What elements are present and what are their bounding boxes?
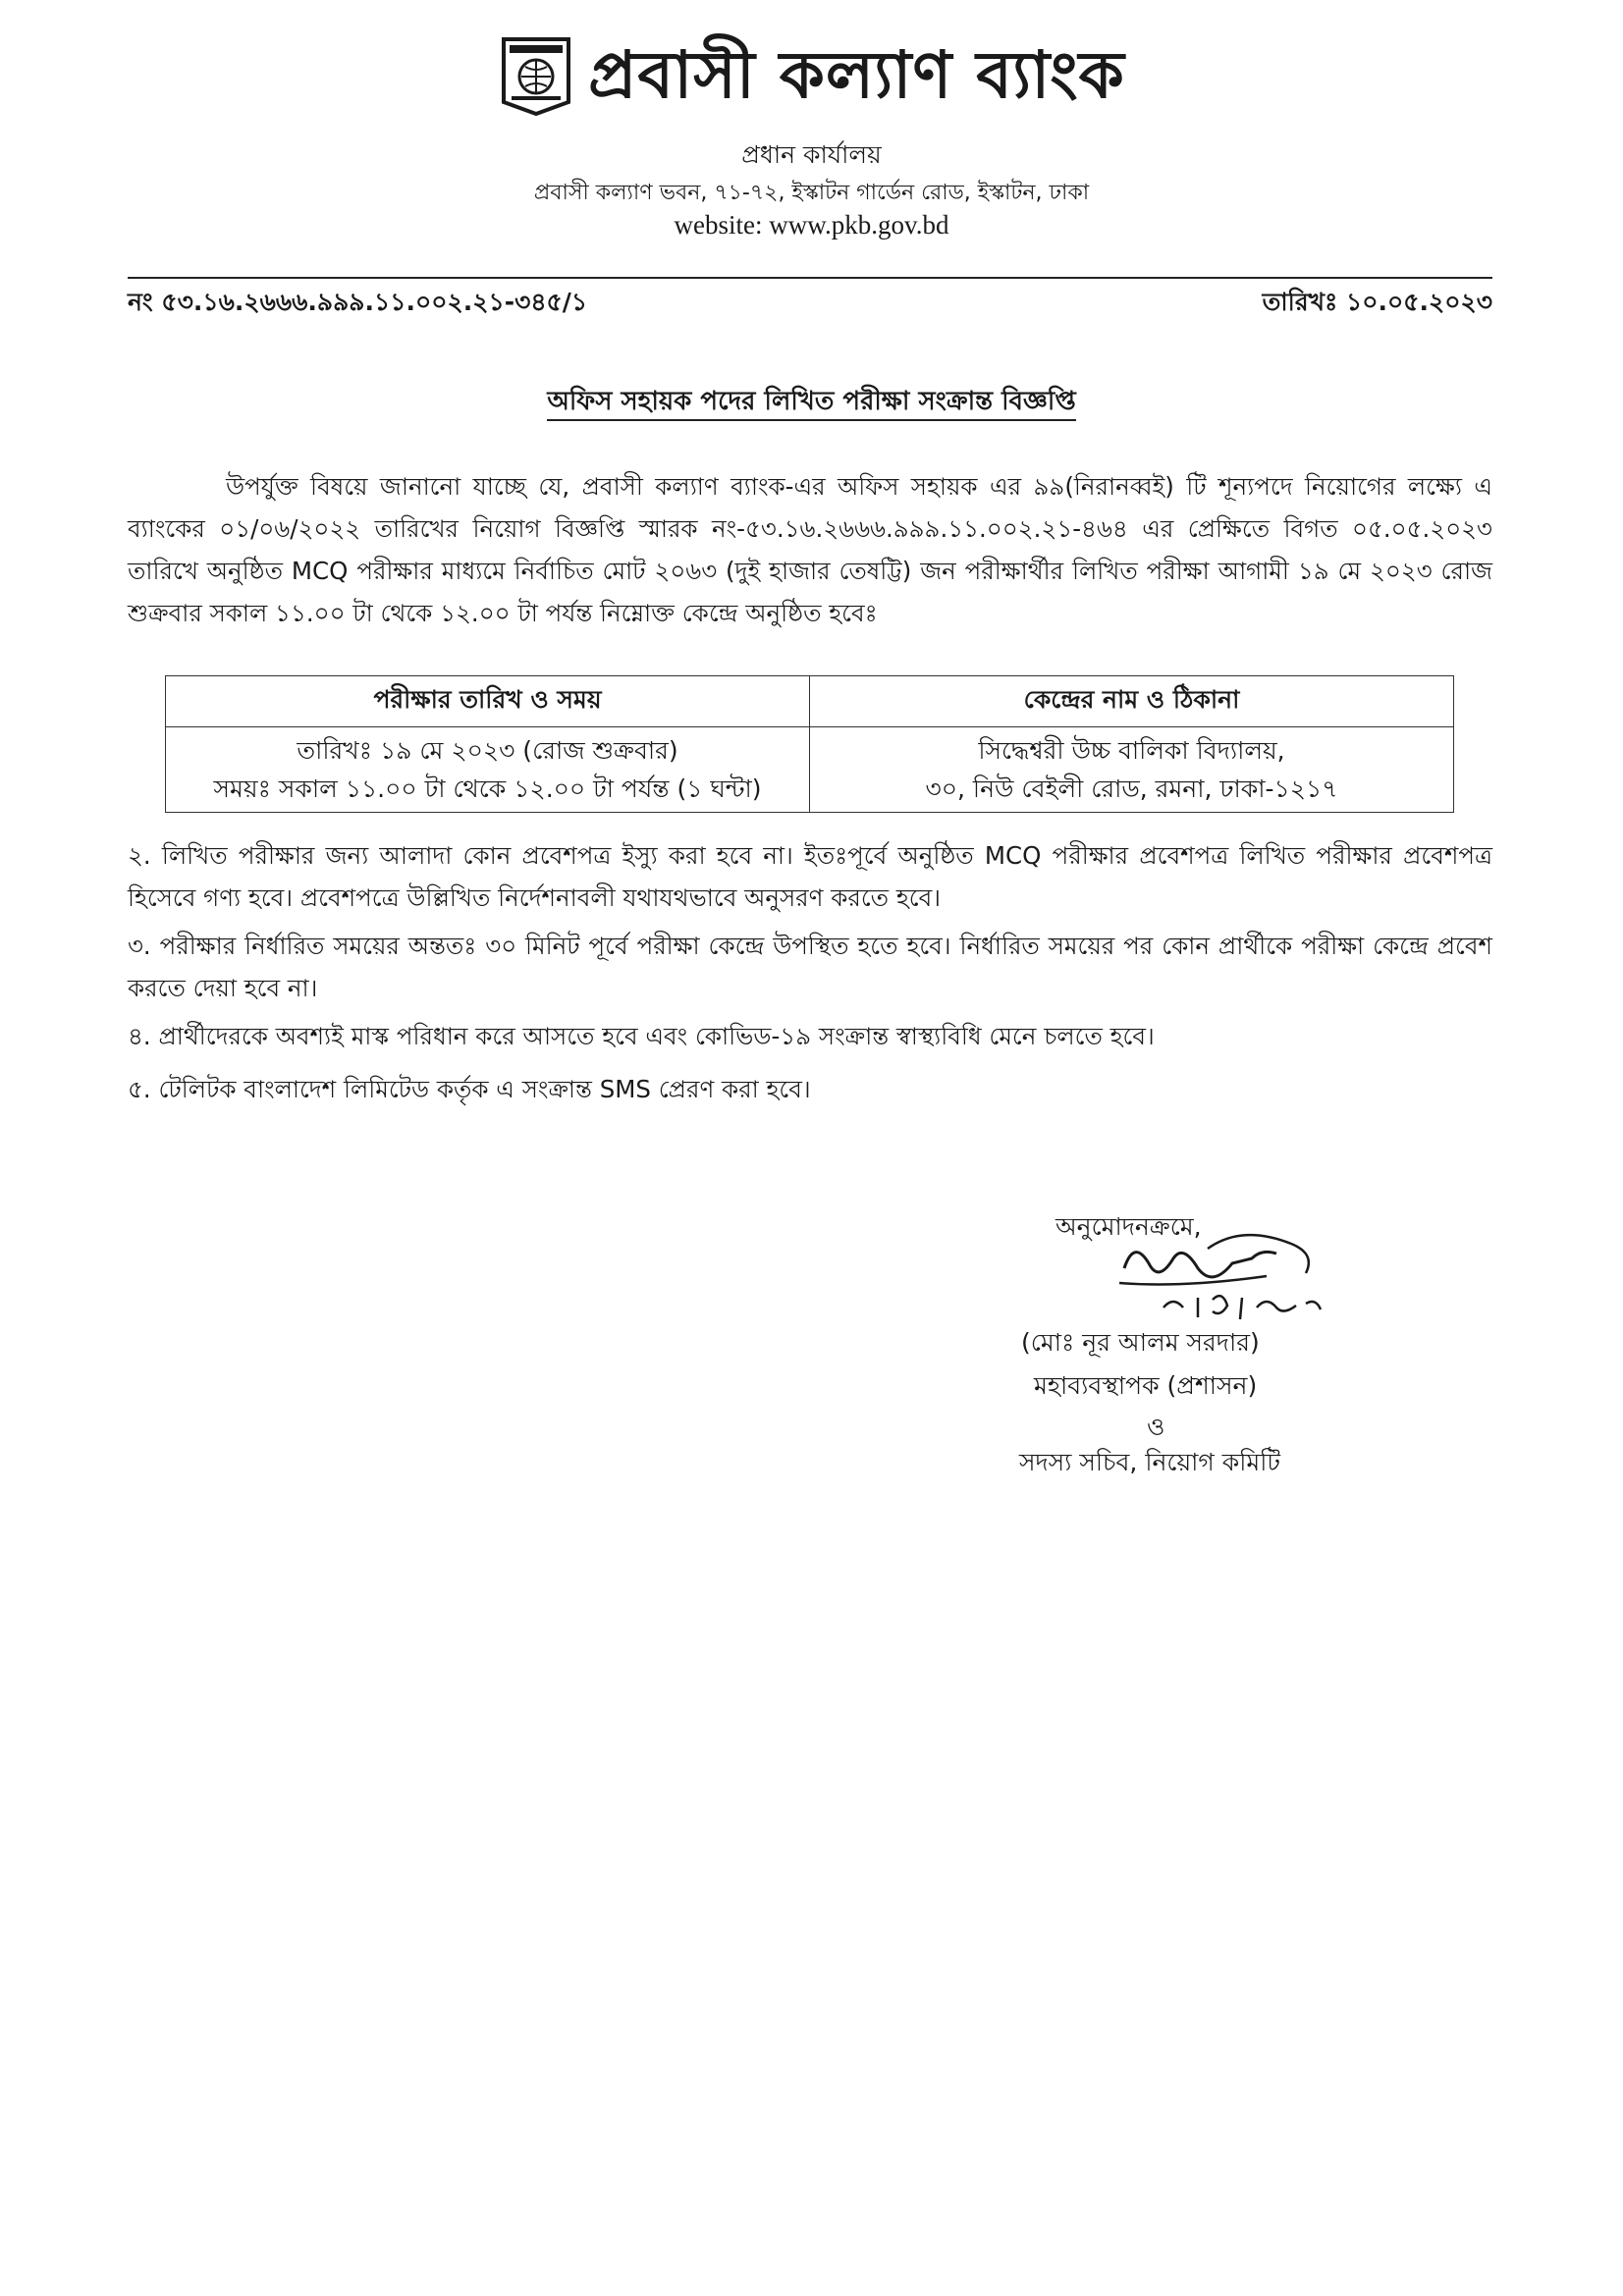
exam-time: সময়ঃ সকাল ১১.০০ টা থেকে ১২.০০ টা পর্যন্ত (১ ঘন্টা) (213, 774, 762, 803)
issue-date: তারিখঃ ১০.০৫.২০২৩ (1262, 288, 1492, 316)
signature-icon (1105, 1229, 1340, 1337)
office-address: প্রবাসী কল্যাণ ভবন, ৭১-৭২, ইস্কাটন গার্ডেন রোড, ইস্কাটন, ঢাকা (533, 181, 1090, 205)
office-name: প্রধান কার্যালয় (741, 140, 882, 169)
point-5: ৫. টেলিটক বাংলাদেশ লিমিটেড কর্তৃক এ সংক্রান্ত SMS প্রেরণ করা হবে। (128, 1075, 811, 1103)
signatory-role: সদস্য সচিব, নিয়োগ কমিটি (1019, 1448, 1281, 1476)
point-3: ৩. পরীক্ষার নির্ধারিত সময়ের অন্ততঃ ৩০ মিনিট পূর্বে পরীক্ষা কেন্দ্রে উপস্থিত হতে হবে। নির্ধারিত সময়ের পর কোন প্রার্থীকে পরীক্ষা কেন্দ্রে প্রবেশ করতে দেয়া হবে না। (128, 932, 1492, 1002)
center-address: ৩০, নিউ বেইলী রোড, রমনা, ঢাকা-১২১৭ (925, 774, 1338, 803)
center-name: সিদ্ধেশ্বরী উচ্চ বালিকা বিদ্যালয়, (978, 736, 1285, 765)
intro-paragraph: উপর্যুক্ত বিষয়ে জানানো যাচ্ছে যে, প্রবাসী কল্যাণ ব্যাংক-এর অফিস সহায়ক এর ৯৯(নিরানব্বই) টি শূন্যপদে নিয়োগের লক্ষ্যে এ ব্যাংকের ০১/০৬/২০২২ তারিখের নিয়োগ বিজ্ঞপ্তি স্মারক নং-৫৩.১৬.২৬৬৬.৯৯৯.১১.০০২.২১-৪৬৪ এর প্রেক্ষিতে বিগত ০৫.০৫.২০২৩ তারিখে অনুষ্ঠিত MCQ পরীক্ষার মাধ্যমে নির্বাচিত মোট ২০৬৩ (দুই হাজার তেষট্টি) জন পরীক্ষার্থীর লিখিত পরীক্ষা আগামী ১৯ মে ২০২৩ রোজ শুক্রবার সকাল ১১.০০ টা থেকে ১২.০০ টা পর্যন্ত নিম্নোক্ত কেন্দ্রে অনুষ্ঠিত হবেঃ (128, 472, 1492, 627)
letterhead (0, 33, 1623, 122)
signatory-title: মহাব্যবস্থাপক (প্রশাসন) (1034, 1371, 1258, 1400)
bank-emblem-icon (498, 33, 574, 118)
table-header-row (166, 676, 1454, 727)
signatory-name: (মোঃ নূর আলম সরদার) (1021, 1328, 1260, 1357)
point-2: ২. লিখিত পরীক্ষার জন্য আলাদা কোন প্রবেশপত্র ইস্যু করা হবে না। ইতঃপূর্বে অনুষ্ঠিত MCQ পরীক্ষার প্রবেশপত্র লিখিত পরীক্ষার প্রবেশপত্র হিসেবে গণ্য হবে। প্রবেশপত্রে উল্লিখিত নির্দেশনাবলী যথাযথভাবে অনুসরণ করতে হবে। (128, 841, 1492, 912)
exam-datetime-cell (166, 727, 810, 813)
bank-name: প্রবাসী কল্যাণ ব্যাংক (588, 37, 1125, 113)
notice-subject: অফিস সহায়ক পদের লিখিত পরীক্ষা সংক্রান্ত বিজ্ঞপ্তি (0, 381, 1623, 424)
signatory-and: ও (1147, 1413, 1165, 1441)
exam-date: তারিখঃ ১৯ মে ২০২৩ (রোজ শুক্রবার) (297, 736, 678, 765)
header-divider (128, 277, 1492, 279)
table-row (166, 727, 1454, 813)
header-center-address: কেন্দ্রের নাম ও ঠিকানা (810, 676, 1454, 727)
approval-text: অনুমোদনক্রমে, (1055, 1212, 1202, 1241)
point-4: ৪. প্রার্থীদেরকে অবশ্যই মাস্ক পরিধান করে আসতে হবে এবং কোভিড-১৯ সংক্রান্ত স্বাস্থ্যবিধি মেনে চলতে হবে। (128, 1022, 1155, 1050)
header-exam-datetime: পরীক্ষার তারিখ ও সময় (166, 676, 810, 727)
website-link[interactable]: website: www.pkb.gov.bd (674, 210, 949, 240)
memo-number: নং ৫৩.১৬.২৬৬৬.৯৯৯.১১.০০২.২১-৩৪৫/১ (128, 288, 588, 316)
exam-schedule-table (165, 675, 1454, 813)
center-cell (810, 727, 1454, 813)
